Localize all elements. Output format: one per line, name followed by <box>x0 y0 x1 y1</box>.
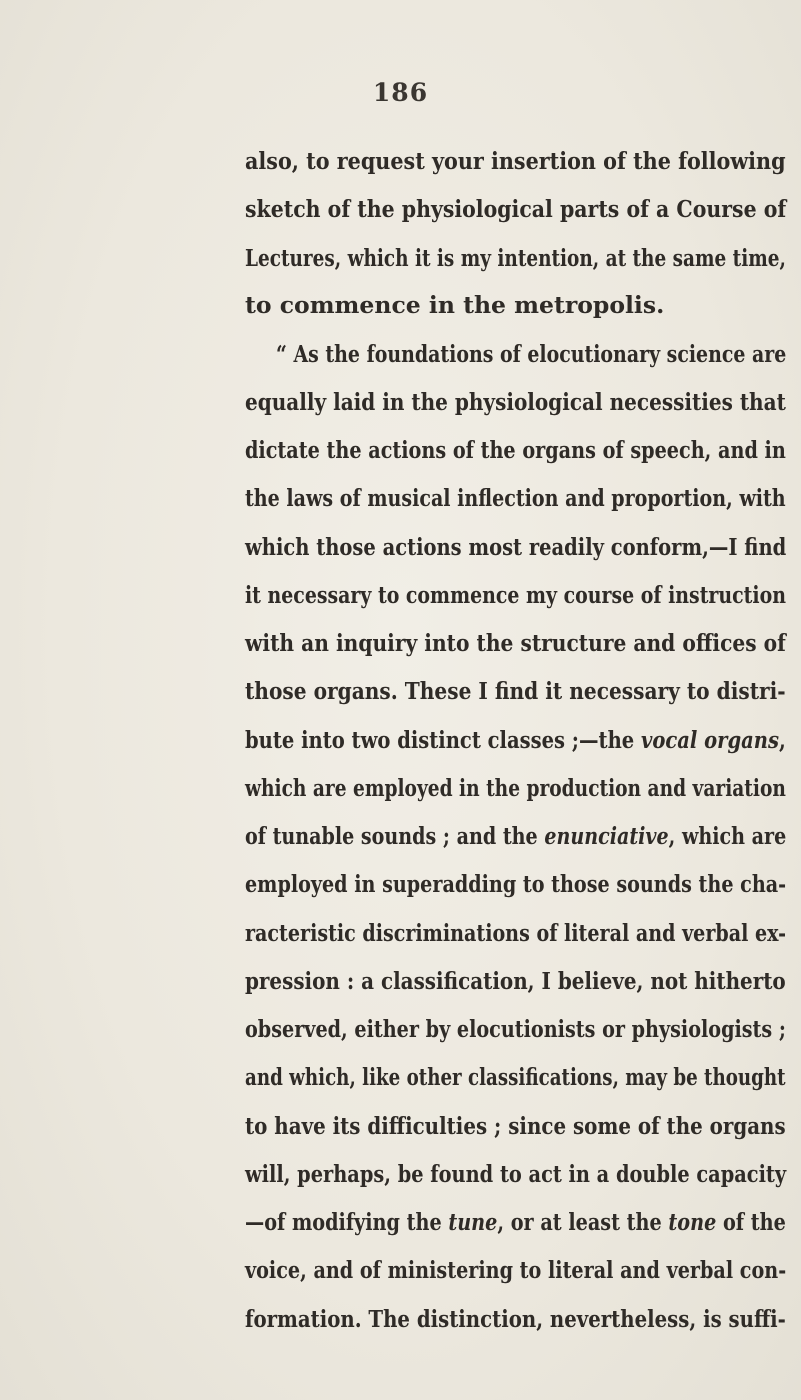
text-line: with an inquiry into the structure and offices of <box>245 629 786 657</box>
text-line: it necessary to commence my course of instruction <box>245 581 786 609</box>
text-line: to commence in the metropolis. <box>245 291 665 319</box>
text-line: formation. The distinction, nevertheless, is suffi- <box>245 1305 786 1333</box>
text-line: equally laid in the physiological necessities that <box>245 388 786 416</box>
text-line: will, perhaps, be found to act in a double capacity <box>245 1160 787 1188</box>
text-line: the laws of musical inflection and proportion, with <box>245 484 786 512</box>
text-line: which are employed in the production and variation <box>245 774 786 802</box>
italic-term: tone <box>668 1208 717 1236</box>
text-line: racteristic discriminations of literal and verbal ex- <box>245 919 787 947</box>
text-line <box>245 717 786 763</box>
text-fragment: bute into two distinct classes ;—the <box>245 726 641 754</box>
text-line: Lectures, which it is my intention, at the same time, <box>245 244 786 272</box>
text-line: dictate the actions of the organs of speech, and in <box>245 436 786 464</box>
text-fragment: of tunable sounds ; and the <box>245 822 545 850</box>
text-fragment: , or at least the <box>497 1208 669 1236</box>
text-line: sketch of the physiological parts of a Course of <box>245 195 787 223</box>
italic-term: tune <box>448 1208 498 1236</box>
text-line: “ As the foundations of elocutionary science are <box>276 340 787 368</box>
page-number: 186 <box>372 78 429 107</box>
text-line <box>245 813 786 859</box>
text-line: observed, either by elocutionists or physiologists ; <box>245 1015 786 1043</box>
text-line: pression : a classification, I believe, not hitherto <box>245 967 786 995</box>
italic-term: vocal organs <box>640 726 779 754</box>
text-line: and which, like other classifications, may be thought <box>245 1063 786 1091</box>
text-line: which those actions most readily conform,—I find <box>245 533 787 561</box>
text-line: voice, and of ministering to literal and verbal con- <box>245 1256 787 1284</box>
text-line: to have its difficulties ; since some of the organs <box>245 1112 786 1140</box>
text-line: also, to request your insertion of the following <box>245 147 786 175</box>
text-fragment: —of modifying the <box>245 1208 449 1236</box>
text-fragment: of the <box>716 1208 786 1236</box>
italic-term: enunciative <box>544 822 669 850</box>
text-line: those organs. These I find it necessary to distri- <box>245 677 786 705</box>
text-line: employed in superadding to those sounds the cha- <box>245 870 787 898</box>
text-line <box>245 1199 786 1245</box>
text-fragment: , <box>778 726 786 754</box>
text-fragment: , which are <box>668 822 787 850</box>
